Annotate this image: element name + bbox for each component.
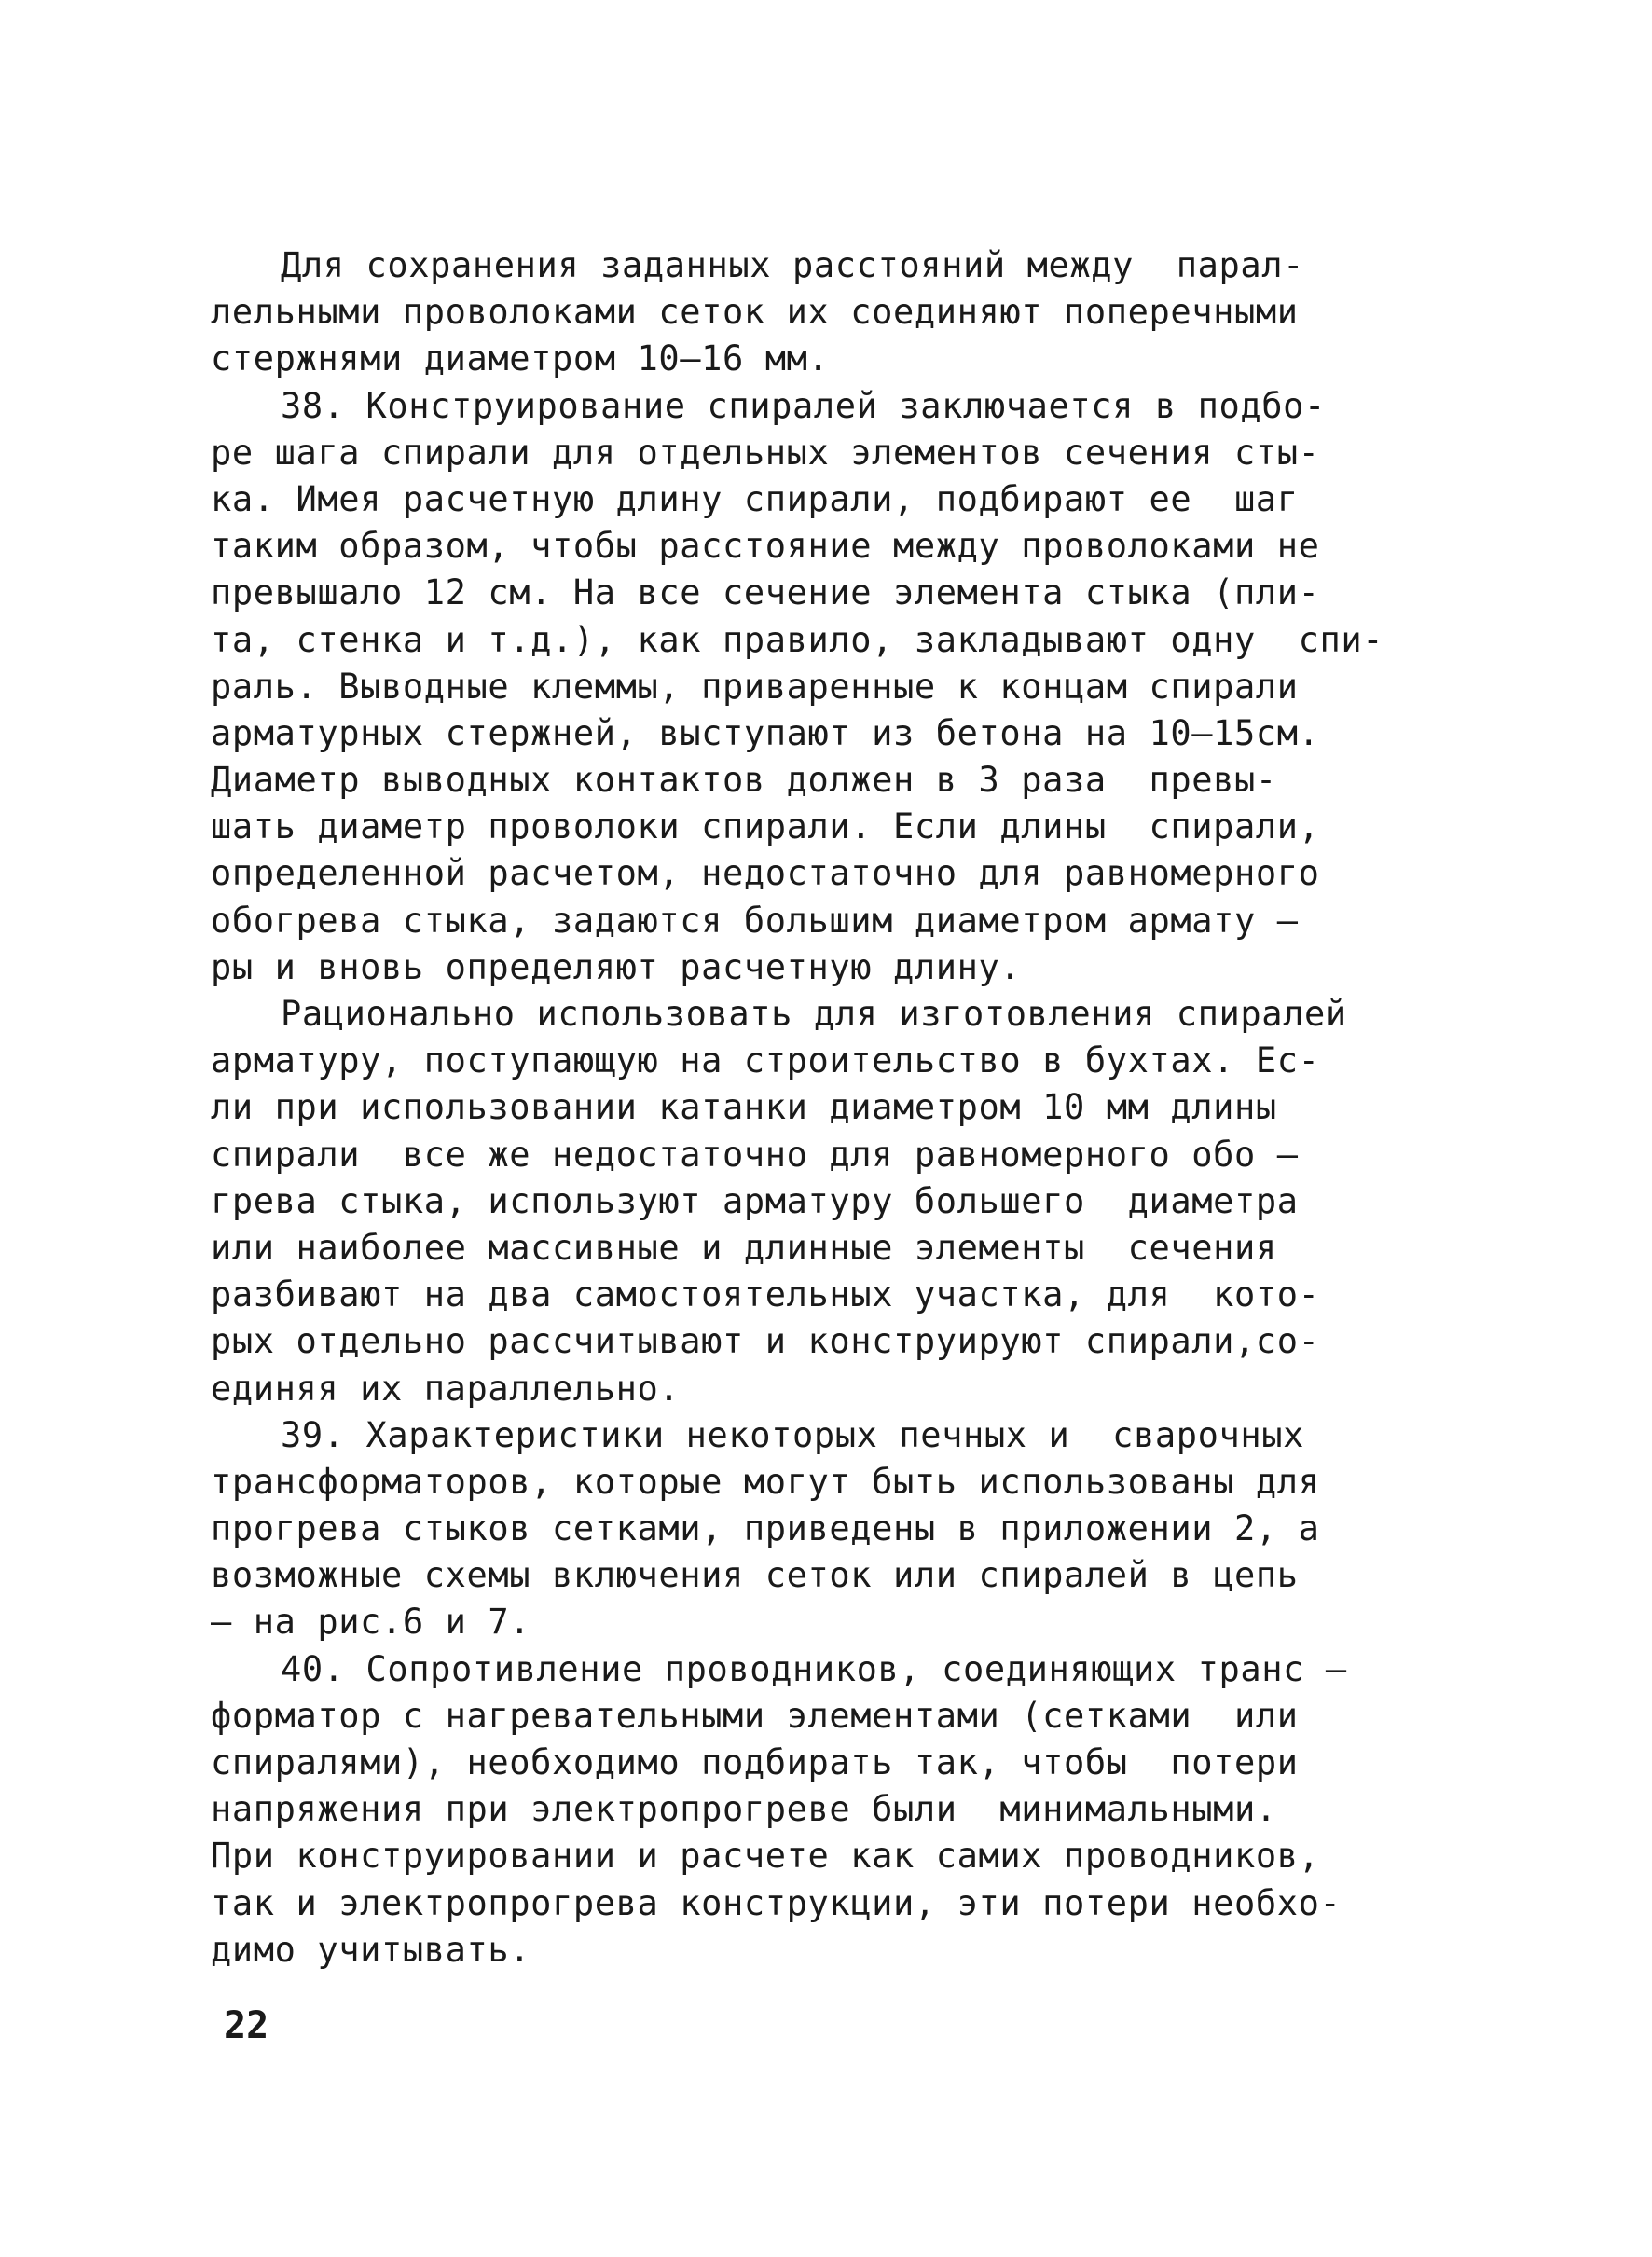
text-line: превышало 12 см. На все сечение элемента стыка (пли- xyxy=(211,572,1320,613)
text-line: арматуру, поступающую на строительство в бухтах. Ес- xyxy=(211,1040,1320,1081)
text-line: напряжения при электропрогреве были минимальными. xyxy=(211,1789,1277,1830)
text-line: стержнями диаметром 10–16 мм. xyxy=(211,338,830,379)
text-line: При конструировании и расчете как самих проводников, xyxy=(211,1836,1320,1877)
text-line: Для сохранения заданных расстояний между парал- xyxy=(281,245,1305,285)
text-line: возможные схемы включения сеток или спиралей в цепь xyxy=(211,1555,1299,1596)
text-line: – на рис.6 и 7. xyxy=(211,1602,531,1643)
text-line: 39. Характеристики некоторых печных и сварочных xyxy=(281,1414,1305,1455)
text-line: ка. Имея расчетную длину спирали, подбирают ее шаг xyxy=(211,478,1299,519)
text-line: раль. Выводные клеммы, приваренные к концам спирали xyxy=(211,666,1299,707)
text-line: ре шага спирали для отдельных элементов сечения сты- xyxy=(211,432,1320,473)
text-line: единяя их параллельно. xyxy=(211,1368,681,1409)
text-line: димо учитывать. xyxy=(211,1929,531,1970)
text-line: шать диаметр проволоки спирали. Если длины спирали, xyxy=(211,806,1320,847)
text-line: арматурных стержней, выступают из бетона на 10–15см. xyxy=(211,712,1320,753)
text-line: трансформаторов, которые могут быть использованы для xyxy=(211,1461,1320,1502)
text-line: таким образом, чтобы расстояние между проволоками не xyxy=(211,526,1320,567)
body-text xyxy=(211,242,1460,1974)
text-line: форматор с нагревательными элементами (сетками или xyxy=(211,1695,1299,1736)
text-line: лельными проволоками сеток их соединяют поперечными xyxy=(211,292,1299,333)
text-line: спирали все же недостаточно для равномерного обо – xyxy=(211,1134,1299,1175)
text-line: прогрева стыков сетками, приведены в приложении 2, а xyxy=(211,1508,1320,1549)
text-line: ли при использовании катанки диаметром 10 мм длины xyxy=(211,1087,1277,1128)
text-line: определенной расчетом, недостаточно для равномерного xyxy=(211,853,1320,894)
text-line: 40. Сопротивление проводников, соединяющих транс – xyxy=(281,1648,1347,1689)
page-number: 22 xyxy=(224,2004,269,2047)
text-line: ры и вновь определяют расчетную длину. xyxy=(211,946,1022,987)
text-line: грева стыка, используют арматуру большего диаметра xyxy=(211,1180,1299,1221)
text-line: спиралями), необходимо подбирать так, чтобы потери xyxy=(211,1742,1299,1782)
text-line: Диаметр выводных контактов должен в 3 раза превы- xyxy=(211,760,1277,801)
text-line: рых отдельно рассчитывают и конструируют спирали,со- xyxy=(211,1321,1320,1362)
text-line: или наиболее массивные и длинные элементы сечения xyxy=(211,1227,1277,1268)
text-line: так и электропрогрева конструкции, эти потери необхо- xyxy=(211,1882,1342,1923)
text-line: разбивают на два самостоятельных участка, для кото- xyxy=(211,1274,1320,1315)
text-line: обогрева стыка, задаются большим диаметром армату – xyxy=(211,900,1299,941)
text-line: 38. Конструирование спиралей заключается в подбо- xyxy=(281,385,1326,426)
text-line: та, стенка и т.д.), как правило, закладывают одну спи- xyxy=(211,619,1384,660)
text-line: Рационально использовать для изготовления спиралей xyxy=(281,994,1347,1034)
